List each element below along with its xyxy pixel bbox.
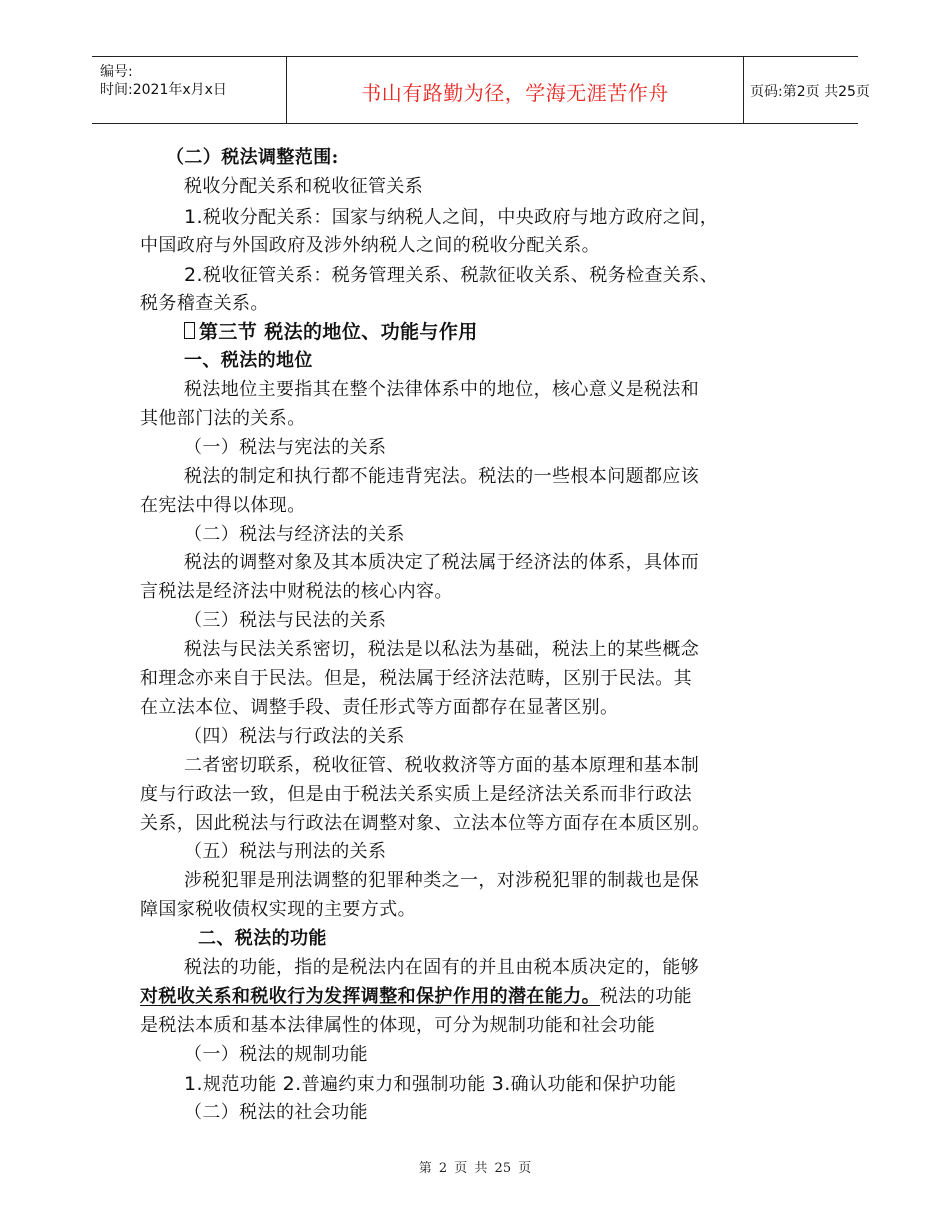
paragraph-line: 其他部门法的关系。 (140, 408, 306, 429)
checkbox-square-icon (184, 322, 195, 339)
list-number: 2. (282, 1073, 302, 1095)
number-label: 编号: (100, 64, 133, 80)
paragraph-line (140, 985, 692, 1009)
paragraph-line: 言税法是经济法中财税法的核心内容。 (140, 581, 453, 602)
list-text: 普遍约束力和强制功能 (301, 1074, 492, 1095)
paragraph-line: 税收分配关系和税收征管关系 (184, 176, 424, 197)
paragraph-line: 中国政府与外国政府及涉外纳税人之间的税收分配关系。 (140, 235, 600, 256)
list-number: 1. (184, 206, 203, 228)
paragraph-line: 在宪法中得以体现。 (140, 495, 306, 516)
emphasized-text: 对税收关系和税收行为发挥调整和保护作用的潜在能力。 (140, 986, 600, 1007)
paragraph-line: 税法的调整对象及其本质决定了税法属于经济法的体系，具体而 (184, 552, 700, 573)
header-meta-cell (92, 57, 286, 123)
paragraph-line: 关系，因此税法与行政法在调整对象、立法本位等方面存在本质区别。 (140, 813, 711, 834)
paragraph-line: 度与行政法一致，但是由于税法关系实质上是经济法关系而非行政法 (140, 784, 692, 805)
subheading: （四）税法与行政法的关系 (184, 726, 405, 747)
paragraph-line: 税法与民法关系密切，税法是以私法为基础，税法上的某些概念 (184, 639, 700, 660)
paragraph-line: 障国家税收债权实现的主要方式。 (140, 899, 416, 920)
header-motto-cell (286, 57, 744, 123)
list-number: 2. (184, 264, 203, 286)
paragraph-line: 税法的制定和执行都不能违背宪法。税法的一些根本问题都应该 (184, 466, 700, 487)
heading-adjust-scope: （二）税法调整范围: (166, 147, 339, 168)
paragraph-line: 和理念亦来自于民法。但是，税法属于经济法范畴，区别于民法。其 (140, 668, 692, 689)
subheading: （三）税法与民法的关系 (184, 610, 387, 631)
paragraph-line: 税务稽查关系。 (140, 293, 269, 314)
time-label: 时间:2021年x月x日 (100, 82, 227, 98)
section-heading (184, 320, 478, 344)
header-page-cell (742, 57, 870, 123)
paragraph-line: 二者密切联系，税收征管、税收救济等方面的基本原理和基本制 (184, 755, 700, 776)
page-footer: 第 2 页 共 25 页 (418, 1161, 532, 1176)
subheading: （二）税法的社会功能 (184, 1102, 368, 1123)
paragraph-line: 税法地位主要指其在整个法律体系中的地位，核心意义是税法和 (184, 379, 700, 400)
list-text: 税收征管关系：税务管理关系、税款征收关系、税务检查关系、 (202, 265, 719, 286)
page-label: 页码:第2页 共25页 (750, 84, 870, 100)
subsection-heading: 一、税法的地位 (184, 350, 313, 371)
paragraph-line: 在立法本位、调整手段、责任形式等方面都存在显著区别。 (140, 697, 619, 718)
paragraph-text: 税法的功能 (600, 986, 692, 1007)
paragraph-line (184, 1072, 676, 1097)
page-header (92, 56, 870, 124)
subheading: （一）税法的规制功能 (184, 1044, 368, 1065)
list-number: 3. (491, 1073, 511, 1095)
list-text: 规范功能 (202, 1074, 283, 1095)
subheading: （五）税法与刑法的关系 (184, 841, 387, 862)
subheading: （一）税法与宪法的关系 (184, 437, 387, 458)
list-number: 1. (184, 1073, 203, 1095)
paragraph-line (184, 205, 718, 230)
paragraph-line (184, 263, 718, 288)
paragraph-line: 税法的功能，指的是税法内在固有的并且由税本质决定的，能够 (184, 957, 700, 978)
list-text: 税收分配关系：国家与纳税人之间，中央政府与地方政府之间， (202, 207, 719, 228)
paragraph-line: 是税法本质和基本法律属性的体现，可分为规制功能和社会功能 (140, 1015, 656, 1036)
subheading: （二）税法与经济法的关系 (184, 524, 405, 545)
subsection-heading: 二、税法的功能 (198, 928, 327, 949)
paragraph-line: 涉税犯罪是刑法调整的犯罪种类之一，对涉税犯罪的制裁也是保 (184, 870, 700, 891)
section-heading-text: 第三节 税法的地位、功能与作用 (199, 321, 478, 343)
list-text: 确认功能和保护功能 (510, 1074, 677, 1095)
header-motto: 书山有路勤为径，学海无涯苦作舟 (361, 81, 669, 105)
